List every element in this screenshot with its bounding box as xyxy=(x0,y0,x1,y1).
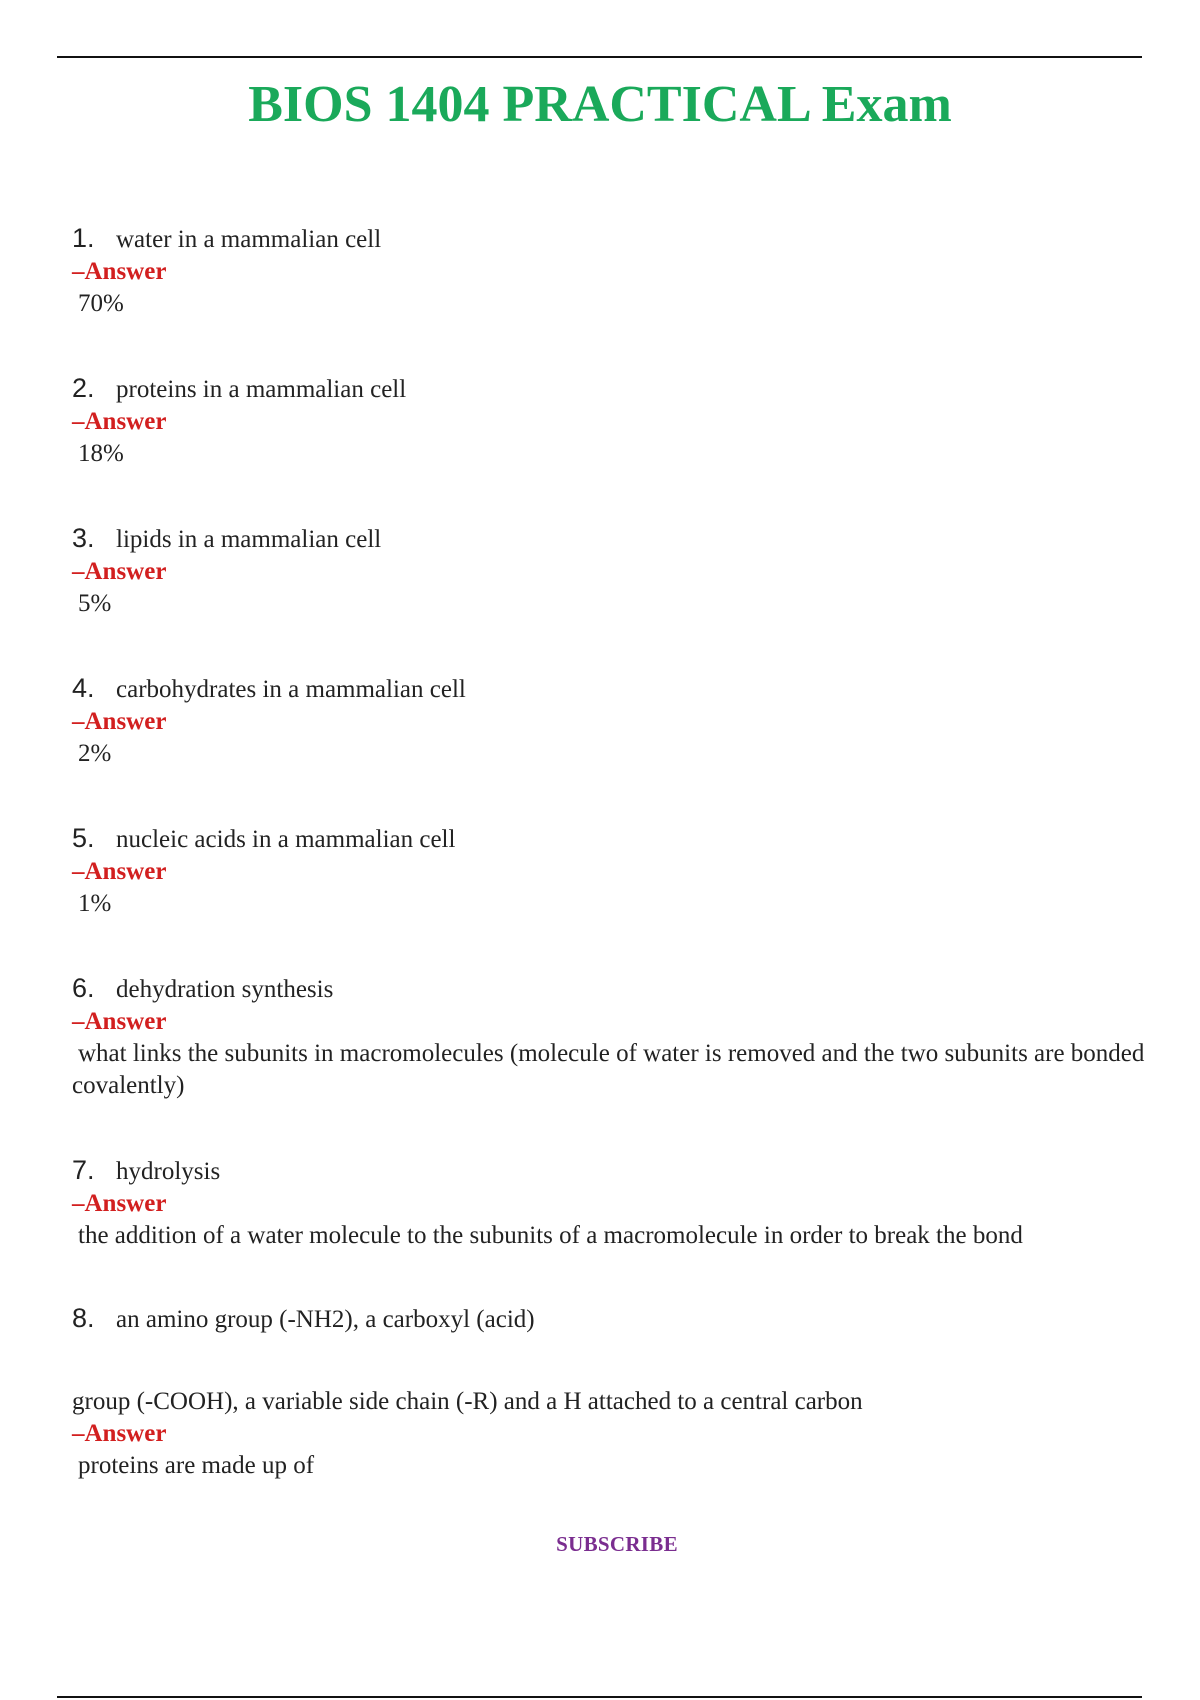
bottom-rule xyxy=(57,1696,1142,1698)
answer-label: –Answer xyxy=(72,1420,167,1447)
answer-label: –Answer xyxy=(72,558,167,585)
question-number: 4. xyxy=(72,673,95,703)
question-text: nucleic acids in a mammalian cell xyxy=(116,826,456,853)
page-title: BIOS 1404 PRACTICAL Exam xyxy=(248,76,952,133)
question-item-8 xyxy=(72,1302,1152,1482)
answer-label: –Answer xyxy=(72,1008,167,1035)
question-text-continued: group (-COOH), a variable side chain (-R) and a H attached to a central carbon xyxy=(72,1388,863,1415)
question-number: 8. xyxy=(72,1303,95,1333)
question-number: 5. xyxy=(72,823,95,853)
answer-text: 70% xyxy=(78,290,124,317)
question-text: an amino group (-NH2), a carboxyl (acid) xyxy=(116,1306,535,1333)
answer-label: –Answer xyxy=(72,258,167,285)
answer-label: –Answer xyxy=(72,708,167,735)
question-item-2 xyxy=(72,372,1152,470)
answer-text: 18% xyxy=(78,440,124,467)
question-text: proteins in a mammalian cell xyxy=(116,376,407,403)
question-number: 3. xyxy=(72,523,95,553)
question-number: 2. xyxy=(72,373,95,403)
answer-label: –Answer xyxy=(72,858,167,885)
question-text: water in a mammalian cell xyxy=(116,226,382,253)
question-text: carbohydrates in a mammalian cell xyxy=(116,676,466,703)
answer-text: proteins are made up of xyxy=(78,1452,315,1479)
question-text: hydrolysis xyxy=(116,1158,221,1185)
question-item-5 xyxy=(72,822,1152,920)
question-item-3 xyxy=(72,522,1152,620)
answer-text: 5% xyxy=(78,590,112,617)
question-item-6 xyxy=(72,972,1152,1102)
question-text: lipids in a mammalian cell xyxy=(116,526,382,553)
answer-text: what links the subunits in macromolecules (molecule of water is removed and the two subunits are bonded covalently) xyxy=(72,1040,1145,1099)
answer-text: the addition of a water molecule to the subunits of a macromolecule in order to break the bond xyxy=(78,1222,1023,1249)
question-number: 1. xyxy=(72,223,95,253)
question-number: 7. xyxy=(72,1155,95,1185)
answer-text: 2% xyxy=(78,740,112,767)
top-rule xyxy=(57,56,1142,58)
answer-label: –Answer xyxy=(72,408,167,435)
question-item-7 xyxy=(72,1154,1152,1252)
question-item-4 xyxy=(72,672,1152,770)
answer-text: 1% xyxy=(78,890,112,917)
question-item-1 xyxy=(72,222,1152,320)
question-text: dehydration synthesis xyxy=(116,976,334,1003)
question-number: 6. xyxy=(72,973,95,1003)
answer-label: –Answer xyxy=(72,1190,167,1217)
subscribe-link[interactable]: SUBSCRIBE xyxy=(556,1532,678,1556)
